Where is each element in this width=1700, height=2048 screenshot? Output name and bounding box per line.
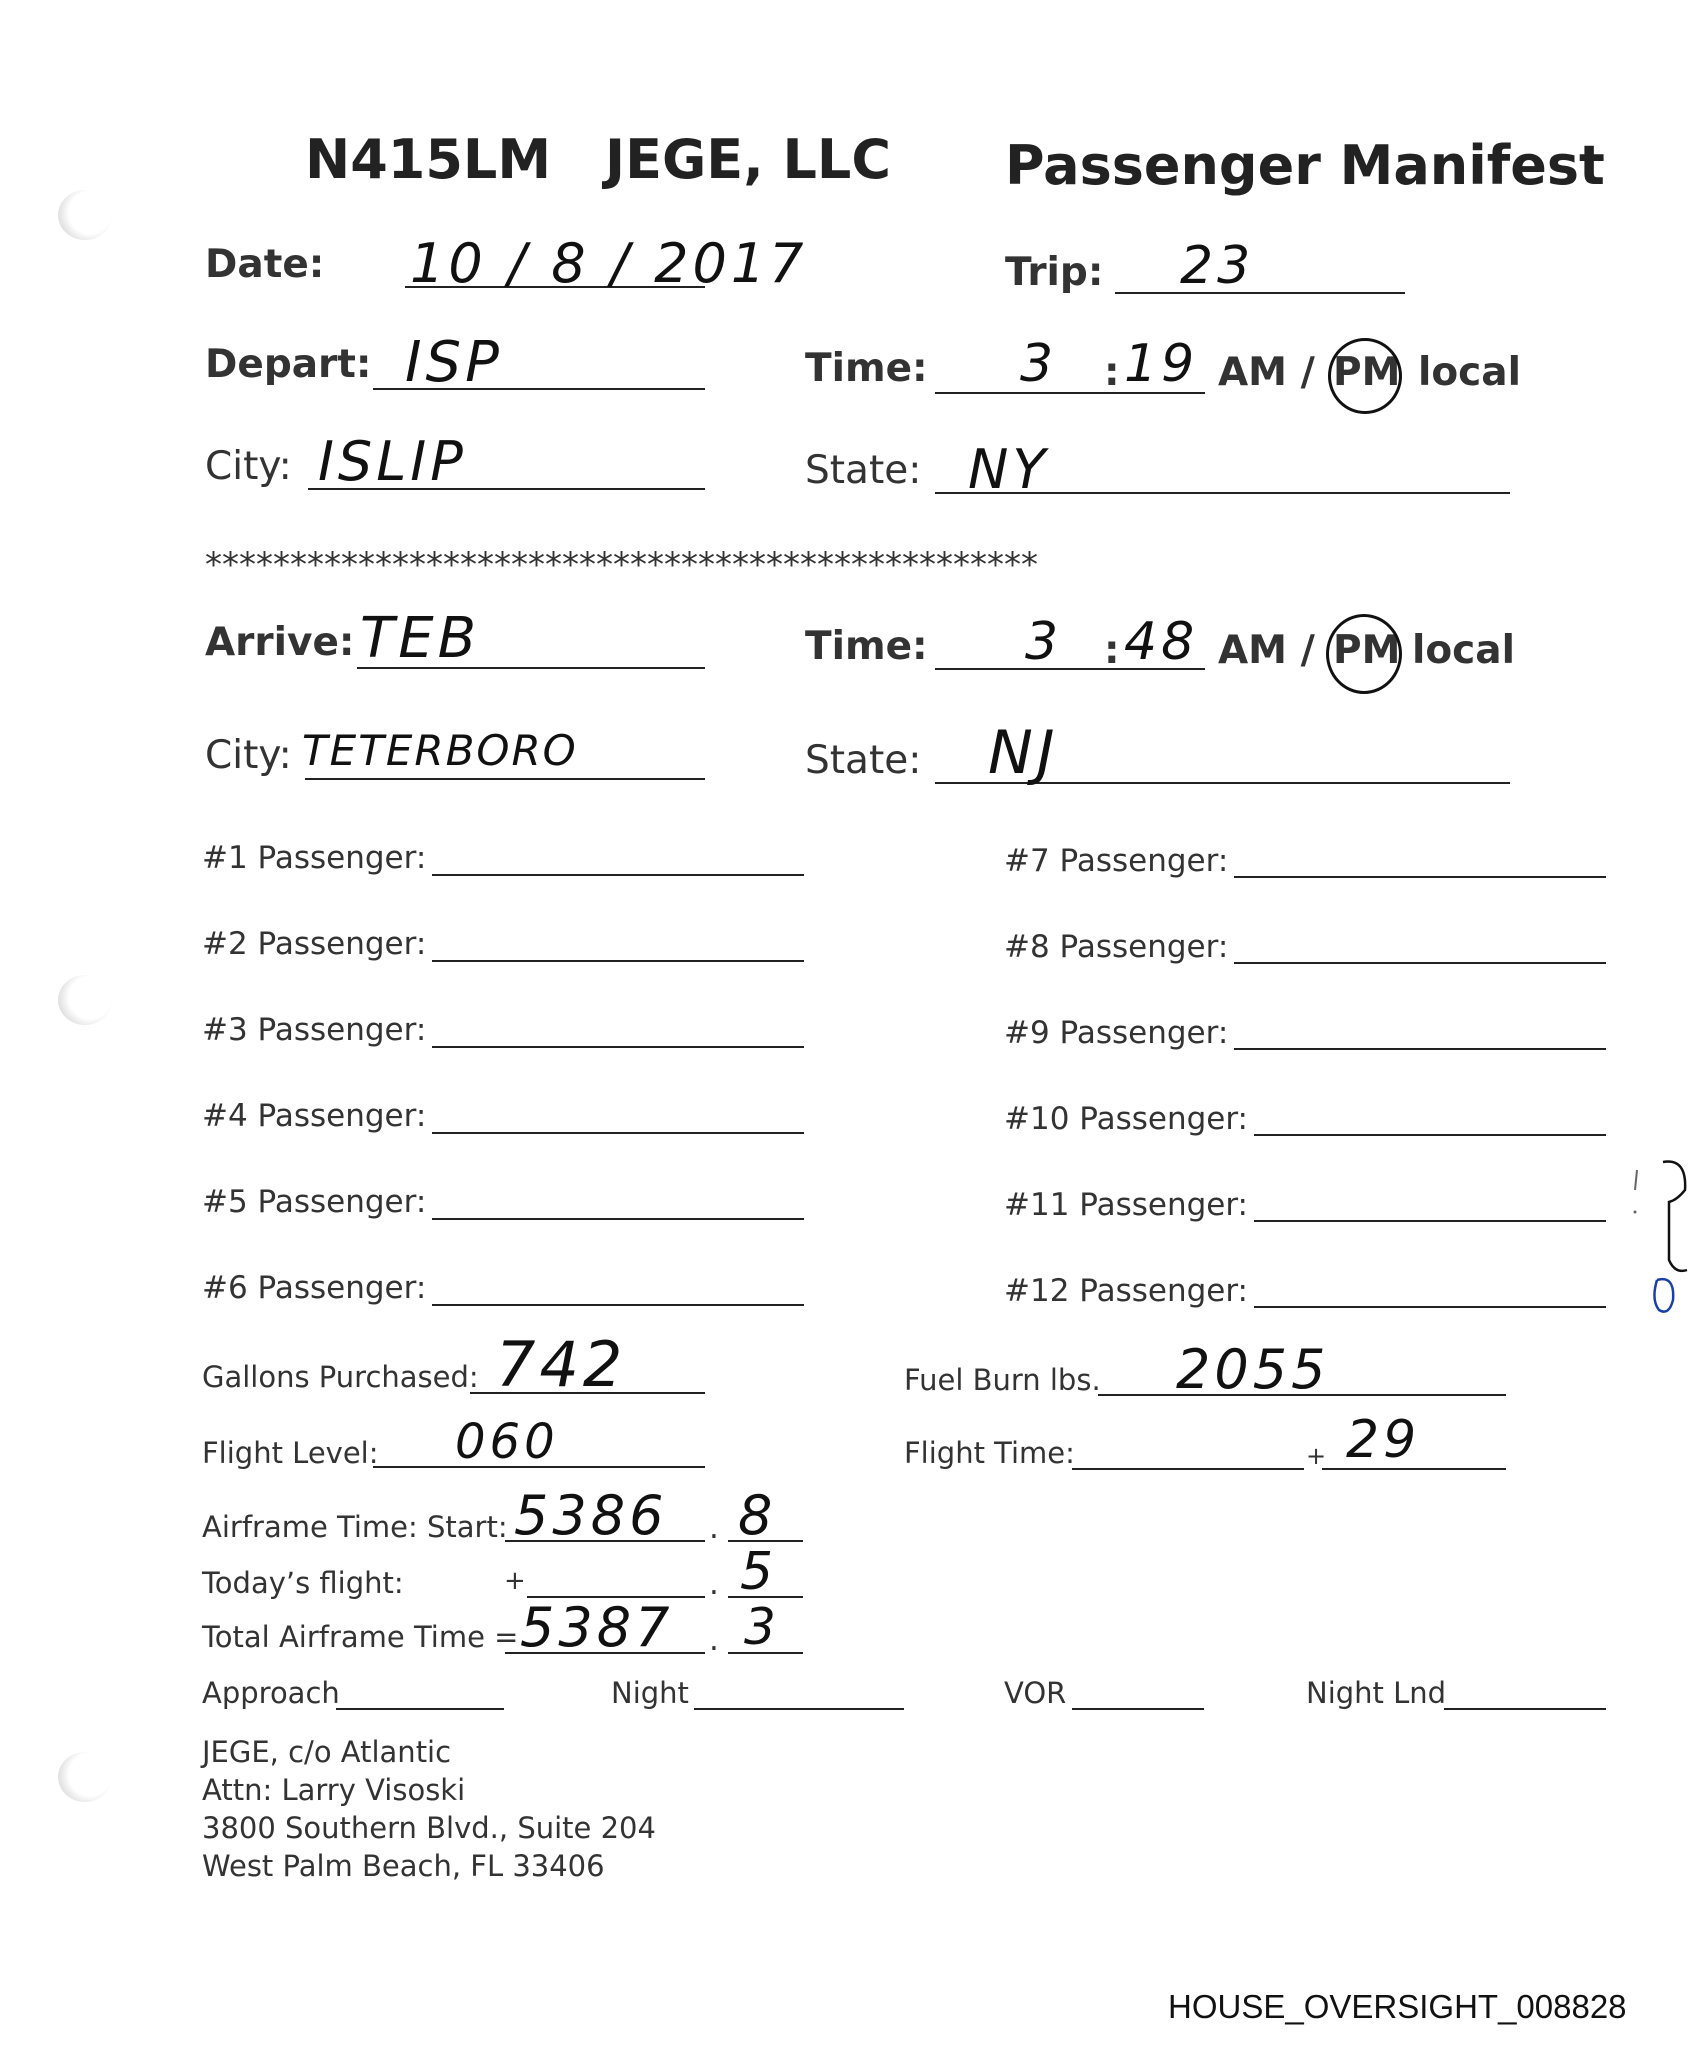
flight-time-label: Flight Time:	[904, 1436, 1075, 1470]
depart-value: ISP	[405, 330, 503, 395]
depart-time-colon: :	[1104, 350, 1120, 395]
passenger-5-label: #5 Passenger:	[202, 1184, 427, 1220]
punch-hole-top	[58, 190, 112, 240]
passenger-6-label: #6 Passenger:	[202, 1270, 427, 1306]
address-line-3: 3800 Southern Blvd., Suite 204	[202, 1811, 656, 1845]
flight-time-plus: +	[1306, 1442, 1327, 1470]
tail-number: N415LM	[305, 128, 552, 191]
arrive-minute: 48	[1124, 612, 1199, 672]
arrive-city-value: TETERBORO	[302, 726, 578, 775]
separator-asterisks: *************************************************	[205, 545, 1038, 585]
depart-time-label: Time:	[805, 346, 928, 391]
todays-flight-label: Today’s flight:	[202, 1566, 404, 1600]
fuel-burn-value: 2055	[1176, 1338, 1330, 1401]
date-value: 10 / 8 / 2017	[410, 232, 808, 295]
passenger-7-line	[1234, 876, 1606, 878]
arrive-hour: 3	[1025, 612, 1063, 672]
depart-hour: 3	[1020, 334, 1058, 394]
passenger-8-line	[1234, 962, 1606, 964]
night-line	[694, 1708, 904, 1710]
trip-line	[1115, 292, 1405, 294]
passenger-12-label: #12 Passenger:	[1004, 1273, 1248, 1309]
address-line-1: JEGE, c/o Atlantic	[202, 1735, 452, 1769]
passenger-1-line	[432, 874, 804, 876]
gallons-value: 742	[496, 1328, 627, 1401]
passenger-10-label: #10 Passenger:	[1004, 1101, 1248, 1137]
passenger-3-label: #3 Passenger:	[202, 1012, 427, 1048]
airframe-start-value: 5386	[514, 1484, 668, 1547]
address-line-4: West Palm Beach, FL 33406	[202, 1849, 605, 1883]
airframe-start-dot: .	[709, 1510, 719, 1546]
passenger-9-line	[1234, 1048, 1606, 1050]
depart-am-label: AM /	[1218, 350, 1315, 395]
total-airframe-dot: .	[709, 1622, 719, 1658]
night-label: Night	[611, 1676, 689, 1710]
depart-state-label: State:	[805, 448, 922, 493]
depart-pm-circle	[1328, 338, 1402, 414]
vor-label: VOR	[1004, 1676, 1067, 1710]
todays-flight-plus: +	[504, 1566, 526, 1596]
airframe-start-decimal: 8	[738, 1484, 777, 1547]
depart-label: Depart:	[205, 342, 372, 387]
depart-city-value: ISLIP	[318, 430, 467, 493]
company-name: JEGE, LLC	[605, 128, 891, 191]
arrive-time-colon: :	[1104, 628, 1120, 673]
address-block	[202, 1733, 656, 1885]
passenger-11-label: #11 Passenger:	[1004, 1187, 1248, 1223]
vor-line	[1072, 1708, 1204, 1710]
arrive-label: Arrive:	[205, 620, 355, 665]
depart-city-label: City:	[205, 444, 292, 489]
arrive-value: TEB	[360, 606, 481, 671]
passenger-9-label: #9 Passenger:	[1004, 1015, 1229, 1051]
arrive-pm-label: PM	[1333, 628, 1401, 673]
arrive-am-label: AM /	[1218, 628, 1315, 673]
arrive-state-value: NJ	[988, 718, 1059, 788]
margin-handwritten-mark	[1625, 1150, 1695, 1320]
flight-time-minutes: 29	[1346, 1410, 1421, 1470]
todays-flight-decimal: 5	[740, 1542, 778, 1602]
passenger-6-line	[432, 1304, 804, 1306]
passenger-2-label: #2 Passenger:	[202, 926, 427, 962]
passenger-2-line	[432, 960, 804, 962]
arrive-city-label: City:	[205, 733, 292, 778]
passenger-3-line	[432, 1046, 804, 1048]
passenger-4-line	[432, 1132, 804, 1134]
total-airframe-decimal: 3	[744, 1598, 780, 1656]
gallons-label: Gallons Purchased:	[202, 1360, 479, 1394]
depart-pm-label: PM	[1333, 350, 1401, 395]
arrive-time-label: Time:	[805, 624, 928, 669]
todays-flight-dot: .	[709, 1566, 719, 1602]
address-line-2: Attn: Larry Visoski	[202, 1773, 466, 1807]
passenger-4-label: #4 Passenger:	[202, 1098, 427, 1134]
arrive-city-line	[305, 778, 705, 780]
night-landing-label: Night Lnd	[1306, 1676, 1447, 1710]
arrive-pm-circle	[1326, 614, 1402, 694]
depart-state-value: NY	[968, 438, 1050, 501]
passenger-10-line	[1254, 1134, 1606, 1136]
passenger-11-line	[1254, 1220, 1606, 1222]
approach-line	[336, 1708, 504, 1710]
night-landing-line	[1444, 1708, 1606, 1710]
arrive-local-label: local	[1412, 628, 1515, 673]
flight-time-hours-line	[1072, 1468, 1304, 1470]
bates-number: HOUSE_OVERSIGHT_008828	[1168, 1988, 1627, 2025]
punch-hole-middle	[58, 975, 112, 1025]
page-title: Passenger Manifest	[1005, 134, 1605, 197]
total-airframe-label: Total Airframe Time =	[202, 1620, 519, 1654]
fuel-burn-label: Fuel Burn lbs.	[904, 1363, 1101, 1397]
trip-label: Trip:	[1005, 250, 1104, 295]
approach-label: Approach	[202, 1676, 340, 1710]
punch-hole-bottom	[58, 1752, 112, 1802]
total-airframe-value: 5387	[520, 1596, 674, 1659]
depart-minute: 19	[1124, 334, 1199, 394]
passenger-7-label: #7 Passenger:	[1004, 843, 1229, 879]
passenger-12-line	[1254, 1306, 1606, 1308]
flight-level-label: Flight Level:	[202, 1436, 379, 1470]
date-label: Date:	[205, 242, 325, 287]
passenger-1-label: #1 Passenger:	[202, 840, 427, 876]
passenger-8-label: #8 Passenger:	[1004, 929, 1229, 965]
passenger-5-line	[432, 1218, 804, 1220]
flight-level-value: 060	[455, 1414, 559, 1470]
depart-local-label: local	[1418, 350, 1521, 395]
airframe-start-label: Airframe Time: Start:	[202, 1510, 508, 1544]
trip-value: 23	[1180, 236, 1255, 296]
arrive-state-label: State:	[805, 738, 922, 783]
